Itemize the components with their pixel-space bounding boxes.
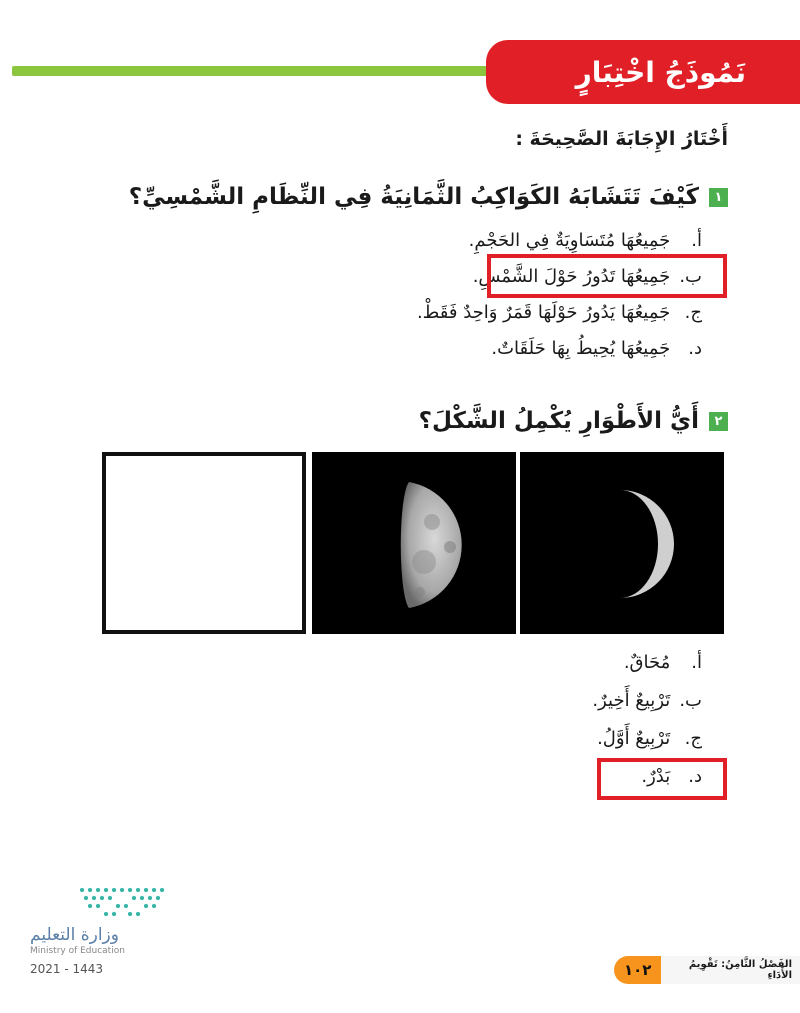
header-divider <box>12 66 522 76</box>
option-text: جَمِيعُهَا تَدُورُ حَوْلَ الشَّمْسِ. <box>472 266 671 287</box>
page-number: ١٠٢ <box>614 956 661 984</box>
q2-option-c[interactable] <box>597 728 702 749</box>
q1-correct-answer-highlight <box>487 254 727 298</box>
option-text: جَمِيعُهَا مُتَسَاوِيَةٌ فِي الحَجْمِ. <box>468 230 671 251</box>
option-letter: ب. <box>679 690 702 711</box>
q2-option-b[interactable] <box>592 690 702 711</box>
moon-phase-first-quarter-image <box>312 452 516 634</box>
ministry-name-arabic: وزارة التعليم <box>30 925 119 945</box>
question-number-badge: ١ <box>709 188 728 207</box>
question-text: كَيْفَ تَتَشَابَهُ الكَوَاكِبُ الثَّمَانِيَةُ فِي النِّظَامِ الشَّمْسِيِّ؟ <box>128 184 699 210</box>
moon-first-quarter-illustration <box>312 452 516 634</box>
q1-option-d[interactable] <box>491 338 702 359</box>
moon-crescent-illustration <box>520 452 724 634</box>
option-letter: ج. <box>684 728 702 749</box>
question-1 <box>129 184 728 210</box>
option-text: جَمِيعُهَا يَدُورُ حَوْلَهَا قَمَرٌ وَاحِدٌ فَقَطْ. <box>416 302 671 323</box>
ministry-name-english: Ministry of Education <box>30 946 125 956</box>
option-letter: أ. <box>691 652 702 673</box>
moon-phase-crescent-image <box>520 452 724 634</box>
option-text: جَمِيعُهَا يُحِيطُ بِهَا حَلَقَاتٌ. <box>491 338 671 359</box>
option-letter: ج. <box>684 302 702 323</box>
option-text: تَرْبِيعٌ أَخِيرٌ. <box>592 690 671 711</box>
moon-phase-blank <box>102 452 306 634</box>
option-text: بَدْرٌ. <box>641 766 671 787</box>
option-letter: ب. <box>679 266 702 287</box>
q1-option-c[interactable] <box>417 302 702 323</box>
option-letter: د. <box>688 338 702 359</box>
question-number-badge: ٢ <box>709 412 728 431</box>
option-letter: د. <box>688 766 702 787</box>
q2-correct-answer-highlight <box>597 758 727 800</box>
question-text: أَيُّ الأَطْوَارِ يُكْمِلُ الشَّكْلَ؟ <box>418 408 699 434</box>
page-title: نَمُوذَجُ اخْتِبَارٍ <box>575 55 746 89</box>
option-text: مُحَاقٌ. <box>623 652 671 673</box>
instruction-text: أَخْتَارُ الإِجَابَةَ الصَّحِيحَةَ : <box>515 128 728 150</box>
q1-option-a[interactable] <box>469 230 702 251</box>
ministry-year: 2021 - 1443 <box>30 962 104 976</box>
question-2 <box>419 408 728 434</box>
page-footer <box>614 956 800 984</box>
q2-option-a[interactable] <box>624 652 702 673</box>
option-text: تَرْبِيعٌ أَوَّلُ. <box>597 728 671 749</box>
title-banner <box>486 40 800 104</box>
option-letter: أ. <box>691 230 702 251</box>
chapter-label: الفَصْلُ الثَّامِنُ: تَقْوِيمُ الأَدَاءِ <box>688 959 792 981</box>
ministry-dots-logo-icon <box>30 886 180 918</box>
